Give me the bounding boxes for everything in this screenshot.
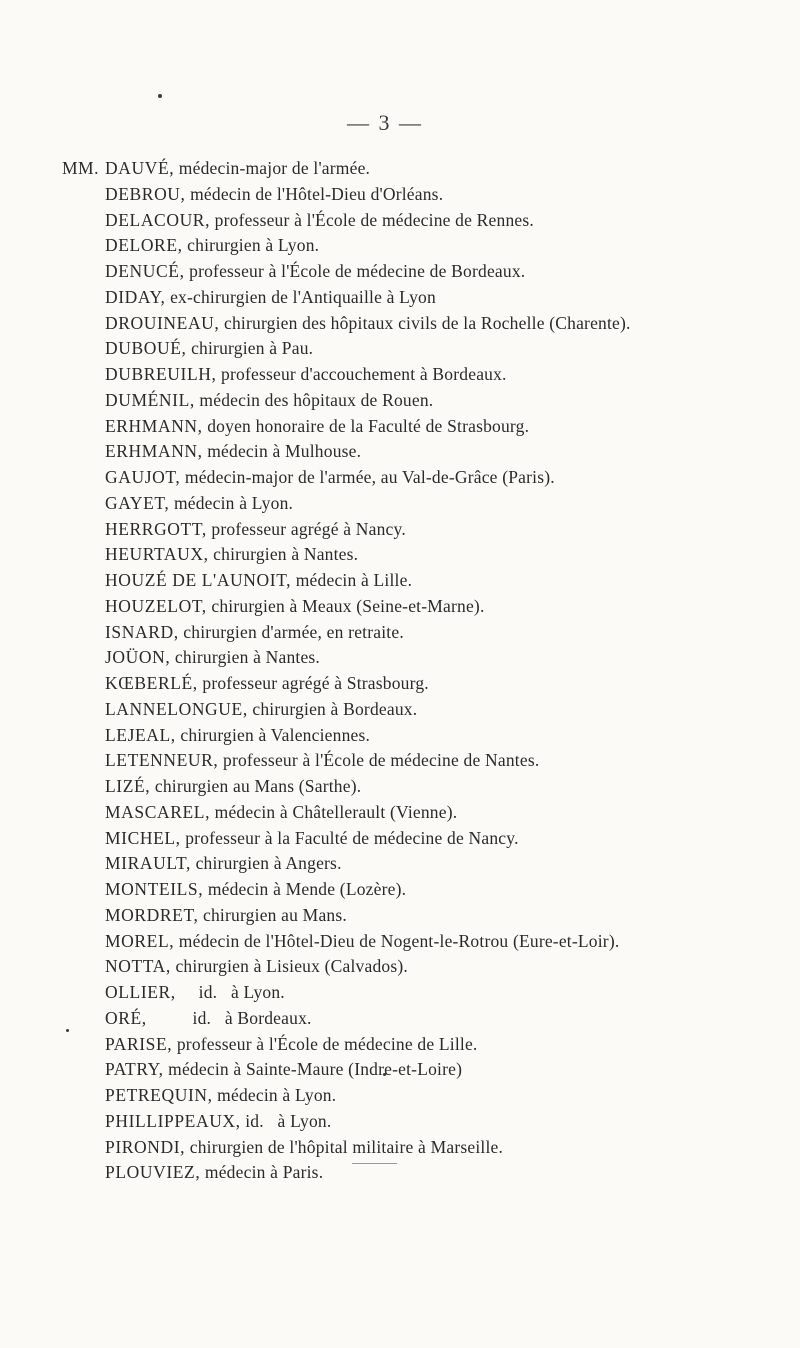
list-entry [0, 723, 800, 749]
list-entry [0, 517, 800, 543]
entry-description: id. à Lyon. [175, 982, 285, 1002]
entry-surname: DENUCÉ, [105, 261, 185, 281]
entry-description: professeur à la Faculté de médecine de Nancy. [180, 827, 519, 848]
entry-description: médecin à Mulhouse. [202, 441, 362, 462]
list-entry [0, 929, 800, 955]
list-entry [0, 826, 800, 852]
entry-surname: PHILLIPPEAUX, [105, 1110, 241, 1131]
entry-surname: MOREL, [105, 930, 175, 951]
list-entry [0, 233, 800, 259]
entry-description: chirurgien au Mans (Sarthe). [150, 776, 362, 796]
list-entry [0, 156, 800, 182]
list-entry [0, 1032, 800, 1058]
list-entry [0, 336, 800, 362]
entry-surname: DROUINEAU, [105, 312, 220, 333]
entry-surname: PATRY, [105, 1059, 164, 1080]
list-entry [0, 568, 800, 594]
entry-description: doyen honoraire de la Faculté de Strasbourg. [202, 415, 530, 436]
entry-prefix: MM. [62, 158, 99, 178]
list-entry [0, 1160, 800, 1186]
entry-surname: DUMÉNIL, [105, 389, 195, 410]
entry-description: médecin à Paris. [200, 1162, 324, 1183]
entry-surname: LETENNEUR, [105, 750, 219, 771]
list-entry [0, 362, 800, 388]
entry-surname: GAYET, [105, 492, 170, 513]
entry-description: chirurgien d'armée, en retraite. [178, 621, 404, 642]
entry-description: id. à Lyon. [240, 1110, 332, 1131]
entry-surname: DAUVÉ, [105, 158, 175, 178]
entry-description: professeur à l'École de médecine de Nantes. [218, 750, 540, 771]
entry-description: chirurgien à Valenciennes. [175, 724, 371, 745]
list-entry [0, 748, 800, 774]
entry-description: médecin de l'Hôtel-Dieu de Nogent-le-Rotrou (Eure-et-Loir). [174, 930, 620, 951]
entry-surname: KŒBERLÉ, [105, 673, 198, 693]
list-entry [0, 1135, 800, 1161]
list-entry [0, 851, 800, 877]
entry-surname: HEURTAUX, [105, 544, 209, 565]
entry-description: chirurgien à Nantes. [170, 647, 321, 668]
entry-surname: OLLIER, [105, 982, 176, 1002]
list-entry [0, 414, 800, 440]
entry-description: professeur à l'École de médecine de Bordeaux. [184, 261, 526, 281]
list-entry [0, 182, 800, 208]
list-entry [0, 954, 800, 980]
entry-description: professeur d'accouchement à Bordeaux. [216, 364, 507, 384]
entry-surname: ISNARD, [105, 621, 179, 642]
entry-surname: MONTEILS, [105, 879, 204, 899]
list-entry [0, 542, 800, 568]
entry-surname: DEBROU, [105, 183, 186, 204]
list-entry [0, 877, 800, 903]
list-entry [0, 697, 800, 723]
entry-description: chirurgien à Lyon. [182, 235, 320, 256]
list-entry [0, 1006, 800, 1032]
entry-surname: HERRGOTT, [105, 518, 207, 539]
name-list [0, 156, 800, 1186]
list-entry [0, 645, 800, 671]
entry-description: professeur à l'École de médecine de Rennes. [210, 209, 534, 230]
entry-surname: DUBREUILH, [105, 364, 217, 384]
entry-surname: LIZÉ, [105, 776, 151, 796]
entry-description: professeur agrégé à Nancy. [206, 518, 406, 539]
entry-surname: ERHMANN, [105, 441, 203, 462]
entry-surname: PLOUVIEZ, [105, 1162, 201, 1183]
list-entry [0, 388, 800, 414]
list-entry [0, 1109, 800, 1135]
list-entry [0, 980, 800, 1006]
entry-description: médecin-major de l'armée, au Val-de-Grâce (Paris). [180, 467, 555, 487]
entry-description: médecin-major de l'armée. [174, 158, 371, 178]
entry-description: médecin à Lille. [291, 570, 413, 590]
list-entry [0, 1057, 800, 1083]
entry-description: chirurgien au Mans. [198, 904, 347, 925]
list-entry [0, 594, 800, 620]
entry-surname: NOTTA, [105, 956, 171, 977]
list-entry [0, 311, 800, 337]
list-entry [0, 671, 800, 697]
entry-description: chirurgien de l'hôpital militaire à Marseille. [185, 1136, 504, 1157]
entry-description: médecin à Mende (Lozère). [203, 879, 407, 899]
entry-surname: DIDAY, [105, 286, 166, 307]
list-entry [0, 774, 800, 800]
entry-description: médecin des hôpitaux de Rouen. [194, 389, 434, 410]
list-entry [0, 491, 800, 517]
entry-description: médecin à Lyon. [212, 1085, 337, 1105]
entry-description: chirurgien à Lisieux (Calvados). [170, 956, 408, 977]
entry-description: professeur à l'École de médecine de Lille. [172, 1033, 478, 1054]
entry-description: chirurgien des hôpitaux civils de la Rochelle (Charente). [219, 312, 631, 333]
entry-surname: MASCAREL, [105, 801, 211, 822]
entry-surname: ERHMANN, [105, 415, 203, 436]
entry-surname: MICHEL, [105, 827, 181, 848]
entry-description: ex-chirurgien de l'Antiquaille à Lyon [165, 286, 436, 307]
entry-description: médecin à Châtellerault (Vienne). [210, 801, 458, 822]
entry-surname: PETREQUIN, [105, 1085, 213, 1105]
entry-description: chirurgien à Pau. [186, 338, 314, 359]
list-entry [0, 465, 800, 491]
entry-surname: MORDRET, [105, 904, 199, 925]
entry-description: id. à Bordeaux. [146, 1007, 312, 1028]
entry-surname: PIRONDI, [105, 1136, 186, 1157]
entry-description: chirurgien à Meaux (Seine-et-Marne). [206, 595, 485, 616]
list-entry [0, 800, 800, 826]
entry-surname: DELACOUR, [105, 209, 211, 230]
entry-surname: GAUJOT, [105, 467, 181, 487]
list-entry [0, 285, 800, 311]
entry-description: chirurgien à Angers. [191, 853, 342, 874]
ink-speck [158, 94, 162, 98]
entry-surname: DUBOUÉ, [105, 338, 187, 359]
entry-description: chirurgien à Nantes. [208, 544, 359, 565]
entry-surname: MIRAULT, [105, 853, 191, 874]
list-entry [0, 208, 800, 234]
entry-description: chirurgien à Bordeaux. [247, 698, 418, 719]
entry-surname: DELORE, [105, 235, 183, 256]
entry-surname: PARISE, [105, 1033, 173, 1054]
page-number: — 3 — [347, 110, 423, 135]
entry-description: professeur agrégé à Strasbourg. [197, 673, 429, 693]
end-rule [352, 1163, 397, 1164]
entry-description: médecin à Sainte-Maure (Indre-et-Loire) [163, 1059, 463, 1080]
entry-description: médecin de l'Hôtel-Dieu d'Orléans. [185, 183, 444, 204]
entry-surname: LANNELONGUE, [105, 698, 248, 719]
list-entry [0, 903, 800, 929]
entry-surname: HOUZELOT, [105, 595, 207, 616]
entry-surname: HOUZÉ DE L'AUNOIT, [105, 570, 292, 590]
list-entry [0, 620, 800, 646]
list-entry [0, 1083, 800, 1109]
list-entry [0, 439, 800, 465]
entry-description: médecin à Lyon. [169, 492, 294, 513]
entry-surname: ORÉ, [105, 1007, 147, 1028]
entry-surname: LEJEAL, [105, 724, 176, 745]
entry-surname: JOÜON, [105, 647, 171, 668]
list-entry [0, 259, 800, 285]
